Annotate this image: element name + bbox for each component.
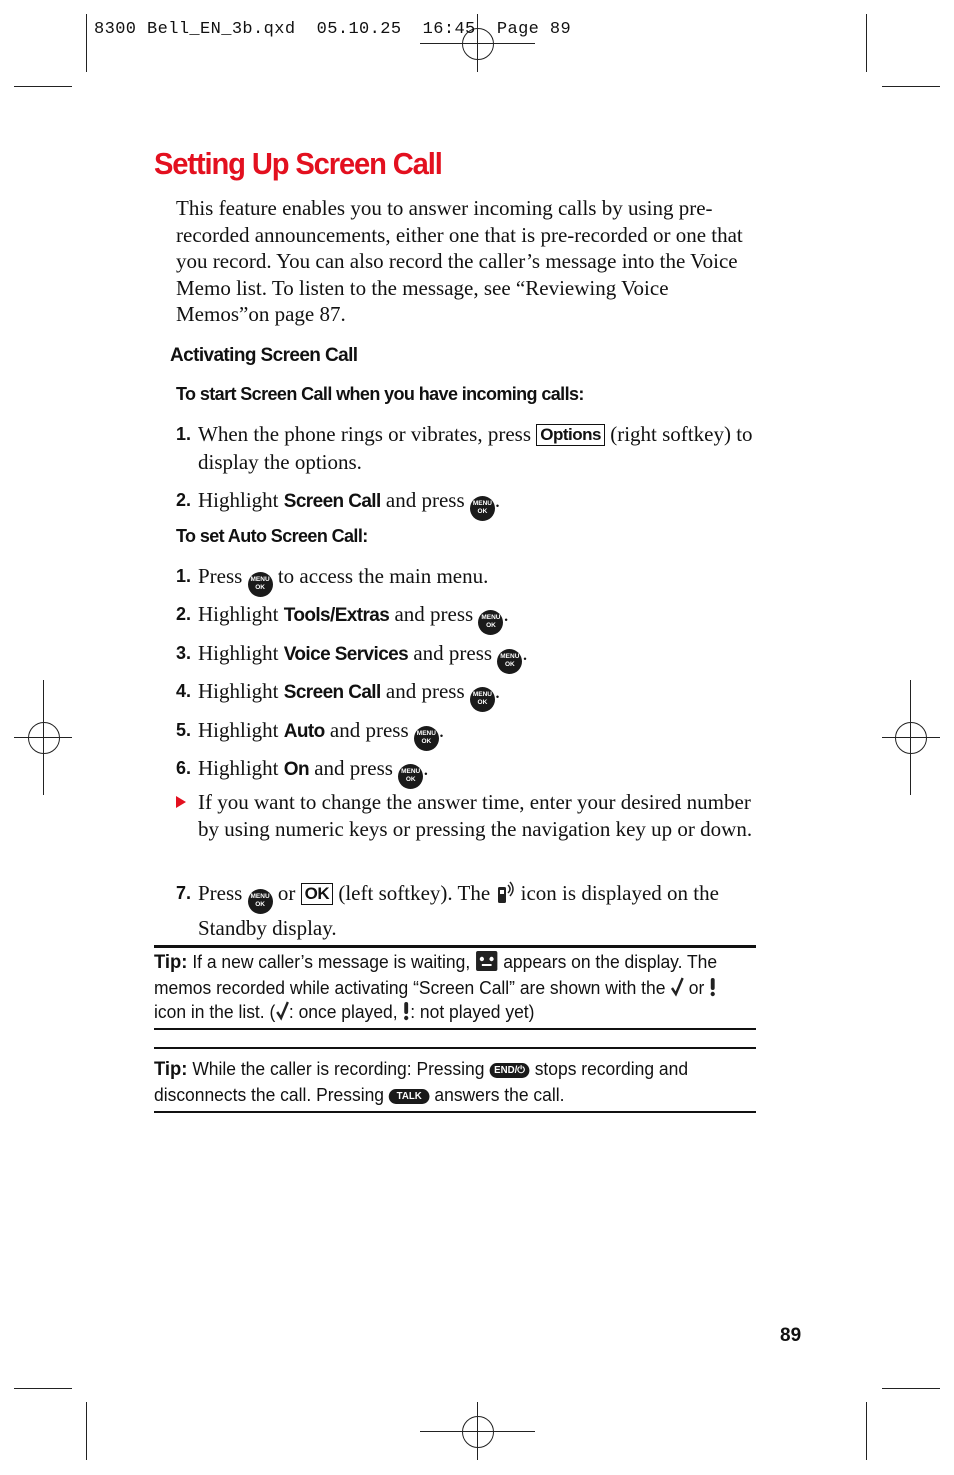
arrow-bullet-icon xyxy=(176,796,186,808)
tip-rule-top xyxy=(154,945,756,948)
crop-mark xyxy=(14,86,72,87)
tip-box-1: Tip: If a new caller’s message is waiting, appears on the display. The memos recorded while activating “Screen Call” are shown with the or icon in the list. ( : once played, : not played yet) xyxy=(154,952,718,1022)
registration-mark xyxy=(895,722,927,754)
group1-heading: To start Screen Call when you have incoming calls: xyxy=(176,384,584,404)
crop-mark xyxy=(866,14,867,72)
step-item: 1. Press MENU OK to access the main menu. xyxy=(176,562,761,597)
voice-memo-waiting-icon xyxy=(475,950,498,972)
bullet-note: If you want to change the answer time, enter your desired number by using numeric keys or pressing the navigation key up or down. xyxy=(176,789,761,842)
step-item: 1. When the phone rings or vibrates, press Options (right softkey) to display the options. xyxy=(176,422,753,474)
menu-ok-key-icon: MENU OK xyxy=(470,687,495,712)
step-item: 6. Highlight On and press MENU OK . xyxy=(176,754,761,789)
menu-ok-key-icon: MENU OK xyxy=(248,889,273,914)
step-item: 3. Highlight Voice Services and press MENU OK . xyxy=(176,639,761,674)
screen-call-icon xyxy=(495,881,515,905)
options-key: Options xyxy=(536,424,605,446)
menu-ok-key-icon: MENU OK xyxy=(414,726,439,751)
registration-mark xyxy=(462,1416,494,1448)
menu-ok-key-icon: MENU OK xyxy=(248,572,273,597)
played-check-icon xyxy=(275,1001,289,1021)
section-heading: Activating Screen Call xyxy=(170,345,358,366)
tip-rule-bottom xyxy=(154,1028,756,1030)
unplayed-exclamation-icon xyxy=(709,977,717,997)
crop-mark xyxy=(86,14,87,72)
registration-mark xyxy=(28,722,60,754)
step-item: 7. Press MENU OK or OK (left softkey). The icon is displayed on the Standby display. xyxy=(176,881,719,940)
intro-paragraph: This feature enables you to answer incoming calls by using pre-recorded announcements, either one that is pre-recorded or one that you record. You can also record the caller’s message into the Voice Memo list. To listen to the message, see “Reviewing Voice Memos”on page 87. xyxy=(176,196,743,326)
menu-ok-key-icon: MENU OK xyxy=(478,610,503,635)
crop-mark xyxy=(882,86,940,87)
crop-mark xyxy=(882,1388,940,1389)
tip-rule-bottom xyxy=(154,1111,756,1113)
page-title: Setting Up Screen Call xyxy=(154,146,442,181)
menu-ok-key-icon: MENU OK xyxy=(497,649,522,674)
played-check-icon xyxy=(670,977,684,997)
unplayed-exclamation-icon xyxy=(402,1001,410,1021)
talk-key-icon: TALK xyxy=(389,1089,430,1104)
tip-rule-top xyxy=(154,1047,756,1049)
page-number: 89 xyxy=(780,1325,802,1346)
group2-heading: To set Auto Screen Call: xyxy=(176,526,368,546)
print-header: 8300 Bell_EN_3b.qxd 05.10.25 16:45 Page 89 xyxy=(94,20,572,39)
menu-ok-key-icon: MENU OK xyxy=(470,496,495,521)
end-key-icon: END/⏻ xyxy=(489,1063,530,1078)
step-item: 4. Highlight Screen Call and press MENU OK . xyxy=(176,677,761,712)
tip-box-2: Tip: While the caller is recording: Pressing END/⏻ stops recording and disconnects the call. Pressing TALK answers the call. xyxy=(154,1059,689,1105)
step-item: 2. Highlight Tools/Extras and press MENU OK . xyxy=(176,600,761,635)
step-item: 2. Highlight Screen Call and press MENU OK . xyxy=(176,486,761,521)
crop-mark xyxy=(86,1402,87,1460)
step-item: 5. Highlight Auto and press MENU OK . xyxy=(176,716,761,751)
crop-mark xyxy=(14,1388,72,1389)
ok-key: OK xyxy=(301,883,334,905)
menu-ok-key-icon: MENU OK xyxy=(398,764,423,789)
crop-mark xyxy=(866,1402,867,1460)
